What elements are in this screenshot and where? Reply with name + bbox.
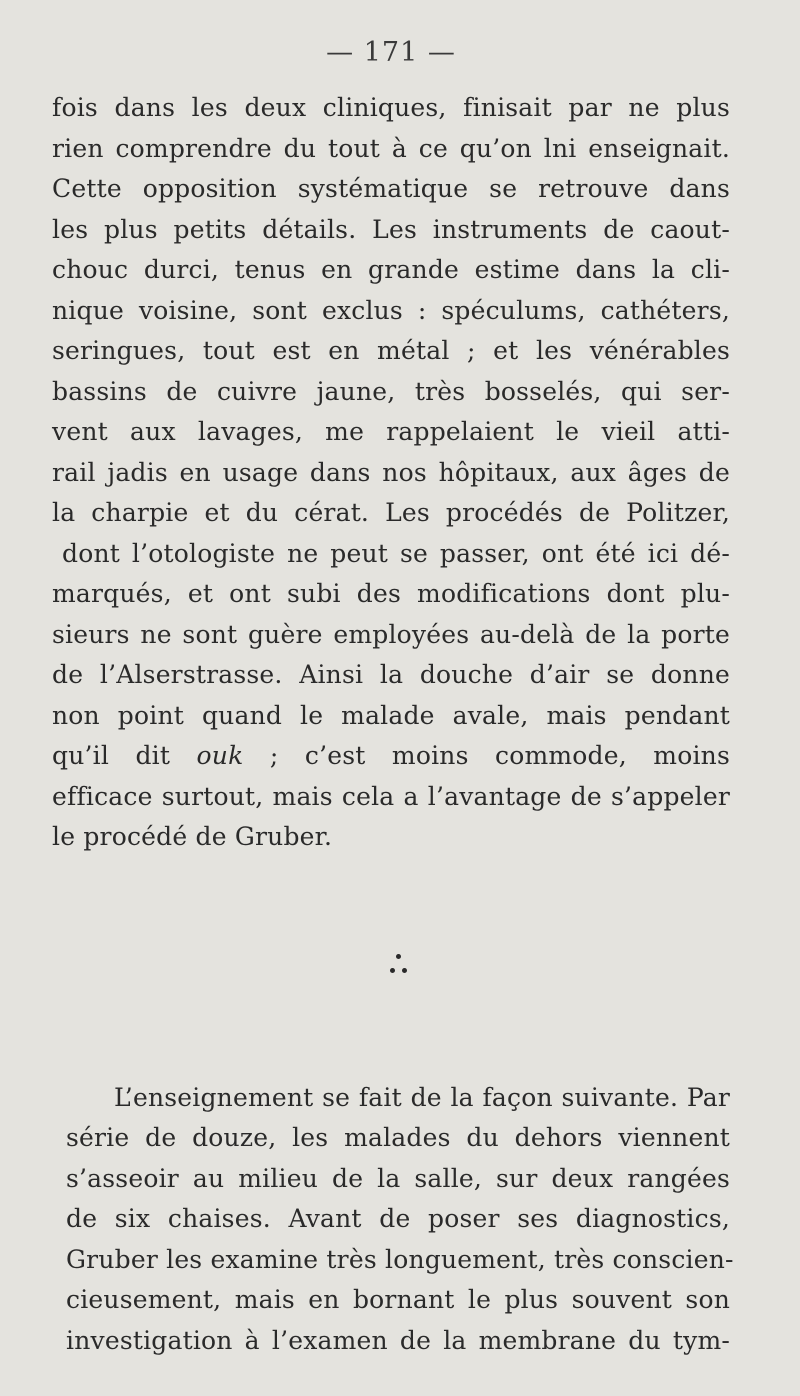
text-line: chouc durci, tenus en grande estime dans la cli- (52, 255, 730, 284)
paragraph-2 (52, 1078, 734, 1362)
text-line: de six chaises. Avant de poser ses diagnostics, (66, 1204, 730, 1233)
text-segment: ; c’est moins commode, moins (243, 741, 730, 770)
text-line: nique voisine, sont exclus : spéculums, cathéters, (52, 295, 730, 325)
text-line: seringues, tout est en métal ; et les vénérables (52, 336, 730, 365)
text-line: cieusement, mais en bornant le plus souvent son (66, 1285, 730, 1314)
text-line: efficace surtout, mais cela a l’avantage de s’appeler (52, 781, 730, 811)
separator-dot (402, 968, 407, 973)
paragraph-1 (52, 88, 730, 858)
italic-word: ouk (196, 741, 244, 770)
text-line: dont l’otologiste ne peut se passer, ont été ici dé- (62, 538, 730, 568)
text-line: la charpie et du cérat. Les procédés de Politzer, (52, 498, 730, 527)
text-line: le procédé de Gruber. (52, 822, 333, 851)
text-line-with-italic (52, 736, 730, 777)
text-line: de l’Alserstrasse. Ainsi la douche d’air se donne (52, 660, 730, 689)
text-segment: qu’il dit (52, 741, 171, 770)
page-number: — 171 — (326, 37, 456, 68)
text-line: L’enseignement se fait de la façon suivante. Par (114, 1082, 730, 1112)
text-line: fois dans les deux cliniques, finisait par ne plus (52, 93, 730, 122)
text-line: non point quand le malade avale, mais pendant (52, 700, 730, 730)
text-line: sieurs ne sont guère employées au-delà de la porte (52, 619, 730, 649)
separator-dot (390, 968, 395, 973)
text-line: vent aux lavages, me rappelaient le vieil atti- (52, 417, 730, 446)
text-line: les plus petits détails. Les instruments de caout- (52, 214, 730, 244)
text-line: série de douze, les malades du dehors viennent (66, 1123, 730, 1152)
text-line: Cette opposition systématique se retrouve dans (52, 174, 730, 203)
text-line: rail jadis en usage dans nos hôpitaux, aux âges de (52, 457, 730, 487)
text-line: Gruber les examine très longuement, très conscien- (66, 1244, 734, 1274)
separator-dot (396, 954, 401, 959)
section-separator (52, 858, 730, 1078)
text-line: bassins de cuivre jaune, très bosselés, qui ser- (52, 376, 730, 406)
text-line: marqués, et ont subi des modifications dont plu- (52, 579, 730, 608)
text-line: rien comprendre du tout à ce qu’on lni enseignait. (52, 133, 730, 163)
text-line: s’asseoir au milieu de la salle, sur deux rangées (66, 1163, 730, 1193)
text-line: investigation à l’examen de la membrane du tym- (66, 1325, 730, 1355)
